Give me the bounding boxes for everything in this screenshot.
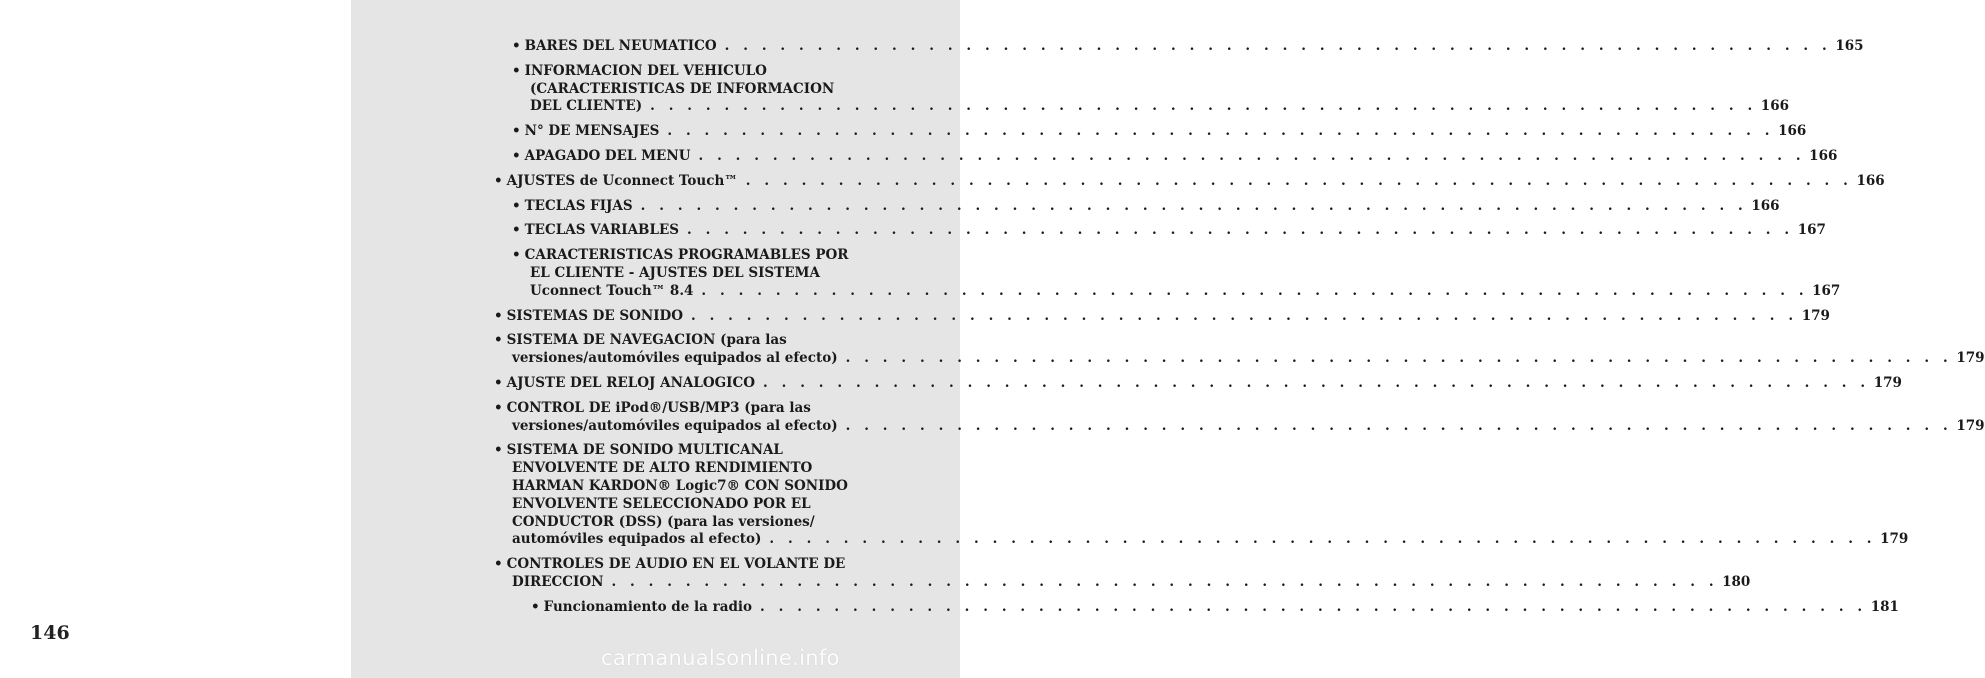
bullet-icon: • [512, 247, 521, 264]
toc-entry-text: EL CLIENTE - AJUSTES DEL SISTEMA [530, 264, 820, 281]
toc-entry[interactable] [494, 332, 1985, 368]
toc-entry[interactable] [512, 123, 1807, 141]
toc-entry-text: SISTEMA DE SONIDO MULTICANAL [506, 442, 783, 459]
page-number: 146 [30, 622, 70, 644]
dot-leader: . . . . . . . . . . . . . . . . . . . . . . . . . . . . . . . . . . . . . . . . . . . . . . . . . . . . . . . . . . . . [611, 573, 1719, 590]
dot-leader: . . . . . . . . . . . . . . . . . . . . . . . . . . . . . . . . . . . . . . . . . . . . . . . . . . . . . . . . . . . . [769, 531, 1877, 548]
dot-leader: . . . . . . . . . . . . . . . . . . . . . . . . . . . . . . . . . . . . . . . . . . . . . . . . . . . . . . . . . . . . [698, 147, 1806, 164]
bullet-icon: • [494, 442, 503, 459]
bullet-icon: • [494, 172, 503, 189]
toc-entry[interactable] [494, 307, 1830, 326]
toc-page-number: 166 [1856, 172, 1885, 189]
toc-entry[interactable] [531, 598, 1899, 617]
toc-entry-text: CONDUCTOR (DSS) (para las versiones/ [512, 513, 815, 530]
table-of-contents [494, 38, 1985, 624]
toc-page-number: 167 [1812, 282, 1841, 299]
bullet-icon: • [494, 556, 503, 573]
toc-page-number: 179 [1956, 417, 1985, 434]
bullet-icon: • [494, 399, 503, 416]
toc-entry-text: TECLAS VARIABLES [524, 222, 679, 239]
toc-entry-text: DEL CLIENTE) [530, 98, 643, 115]
toc-entry[interactable] [512, 147, 1838, 166]
toc-entry-text: Uconnect Touch™ 8.4 [530, 282, 694, 299]
toc-page-number: 166 [1778, 123, 1807, 140]
toc-entry-text: N° DE MENSAJES [524, 123, 660, 140]
dot-leader: . . . . . . . . . . . . . . . . . . . . . . . . . . . . . . . . . . . . . . . . . . . . . . . . . . . . . . . . . . . . [760, 598, 1867, 615]
toc-entry-text: APAGADO DEL MENU [524, 147, 691, 164]
toc-entry-text: Funcionamiento de la radio [543, 598, 753, 615]
toc-entry-text: automóviles equipados al efecto) [512, 531, 762, 548]
dot-leader: . . . . . . . . . . . . . . . . . . . . . . . . . . . . . . . . . . . . . . . . . . . . . . . . . . . . . . . . . . . . [745, 172, 1853, 189]
toc-entry[interactable] [512, 222, 1826, 240]
toc-entry-text: ENVOLVENTE SELECCIONADO POR EL [512, 495, 811, 512]
dot-leader: . . . . . . . . . . . . . . . . . . . . . . . . . . . . . . . . . . . . . . . . . . . . . . . . . . . . . . . . . . . . [667, 123, 1775, 140]
toc-entry-text: SISTEMAS DE SONIDO [506, 307, 683, 324]
dot-leader: . . . . . . . . . . . . . . . . . . . . . . . . . . . . . . . . . . . . . . . . . . . . . . . . . . . . . . . . . . . . [690, 307, 1798, 324]
toc-entry-text: CONTROLES DE AUDIO EN EL VOLANTE DE [506, 556, 846, 573]
bullet-icon: • [512, 38, 521, 54]
toc-page-number: 179 [1873, 374, 1902, 391]
dot-leader: . . . . . . . . . . . . . . . . . . . . . . . . . . . . . . . . . . . . . . . . . . . . . . . . . . . . . . . . . . . . [650, 98, 1757, 115]
toc-entry[interactable] [494, 399, 1985, 436]
toc-entry-text: TECLAS FIJAS [524, 197, 633, 214]
dot-leader: . . . . . . . . . . . . . . . . . . . . . . . . . . . . . . . . . . . . . . . . . . . . . . . . . . . . . . . . . . . . [845, 417, 1953, 434]
toc-entry-text: CARACTERISTICAS PROGRAMABLES POR [524, 247, 849, 264]
toc-entry-text: versiones/automóviles equipados al efecto) [512, 417, 838, 434]
bullet-icon: • [512, 197, 521, 214]
toc-entry-text: ENVOLVENTE DE ALTO RENDIMIENTO [512, 460, 813, 477]
bullet-icon: • [494, 307, 503, 324]
toc-entry[interactable] [512, 62, 1789, 116]
watermark: carmanualsonline.info [601, 646, 840, 670]
toc-page-number: 179 [1801, 307, 1830, 324]
dot-leader: . . . . . . . . . . . . . . . . . . . . . . . . . . . . . . . . . . . . . . . . . . . . . . . . . . . . . . . . . . . . [763, 374, 1870, 391]
toc-entry[interactable] [512, 247, 1841, 300]
toc-page-number: 166 [1809, 147, 1838, 164]
bullet-icon: • [512, 147, 521, 164]
toc-entry[interactable] [494, 172, 1885, 191]
bullet-icon: • [512, 62, 521, 79]
toc-page-number: 180 [1722, 573, 1751, 590]
toc-entry[interactable] [494, 556, 1751, 592]
toc-page-number: 179 [1956, 350, 1985, 367]
dot-leader: . . . . . . . . . . . . . . . . . . . . . . . . . . . . . . . . . . . . . . . . . . . . . . . . . . . . . . . . . . . . [687, 222, 1794, 239]
toc-page-number: 166 [1751, 197, 1780, 214]
toc-page-number: 181 [1870, 598, 1899, 615]
toc-entry[interactable] [512, 38, 1864, 56]
toc-page-number: 166 [1760, 98, 1789, 115]
toc-entry-text: AJUSTES de Uconnect Touch™ [506, 172, 738, 189]
bullet-icon: • [512, 222, 521, 239]
toc-entry-text: SISTEMA DE NAVEGACION (para las [506, 332, 787, 349]
toc-page-number: 165 [1835, 38, 1864, 54]
toc-entry-text: CONTROL DE iPod®/USB/MP3 (para las [506, 399, 811, 416]
toc-entry-text: AJUSTE DEL RELOJ ANALOGICO [506, 374, 755, 391]
toc-entry[interactable] [494, 442, 1909, 549]
toc-entry-text: DIRECCION [512, 573, 604, 590]
bullet-icon: • [531, 598, 540, 615]
dot-leader: . . . . . . . . . . . . . . . . . . . . . . . . . . . . . . . . . . . . . . . . . . . . . . . . . . . . . . . . . . . . [640, 197, 1748, 214]
toc-page-number: 167 [1797, 222, 1826, 239]
dot-leader: . . . . . . . . . . . . . . . . . . . . . . . . . . . . . . . . . . . . . . . . . . . . . . . . . . . . . . . . . . . . [724, 38, 1832, 54]
toc-entry[interactable] [494, 374, 1902, 393]
bullet-icon: • [494, 332, 503, 349]
toc-entry-text: HARMAN KARDON® Logic7® CON SONIDO [512, 477, 848, 494]
dot-leader: . . . . . . . . . . . . . . . . . . . . . . . . . . . . . . . . . . . . . . . . . . . . . . . . . . . . . . . . . . . . [845, 350, 1953, 367]
toc-entry-text: INFORMACION DEL VEHICULO [524, 62, 767, 79]
toc-entry-text: BARES DEL NEUMATICO [524, 38, 717, 54]
toc-entry[interactable] [512, 197, 1780, 216]
toc-entry-text: versiones/automóviles equipados al efecto) [512, 350, 838, 367]
toc-entry-text: (CARACTERISTICAS DE INFORMACION [530, 80, 835, 97]
toc-page-number: 179 [1880, 531, 1909, 548]
bullet-icon: • [494, 374, 503, 391]
left-page [0, 0, 351, 678]
dot-leader: . . . . . . . . . . . . . . . . . . . . . . . . . . . . . . . . . . . . . . . . . . . . . . . . . . . . . . . . . . . . [701, 282, 1809, 299]
bullet-icon: • [512, 123, 521, 140]
